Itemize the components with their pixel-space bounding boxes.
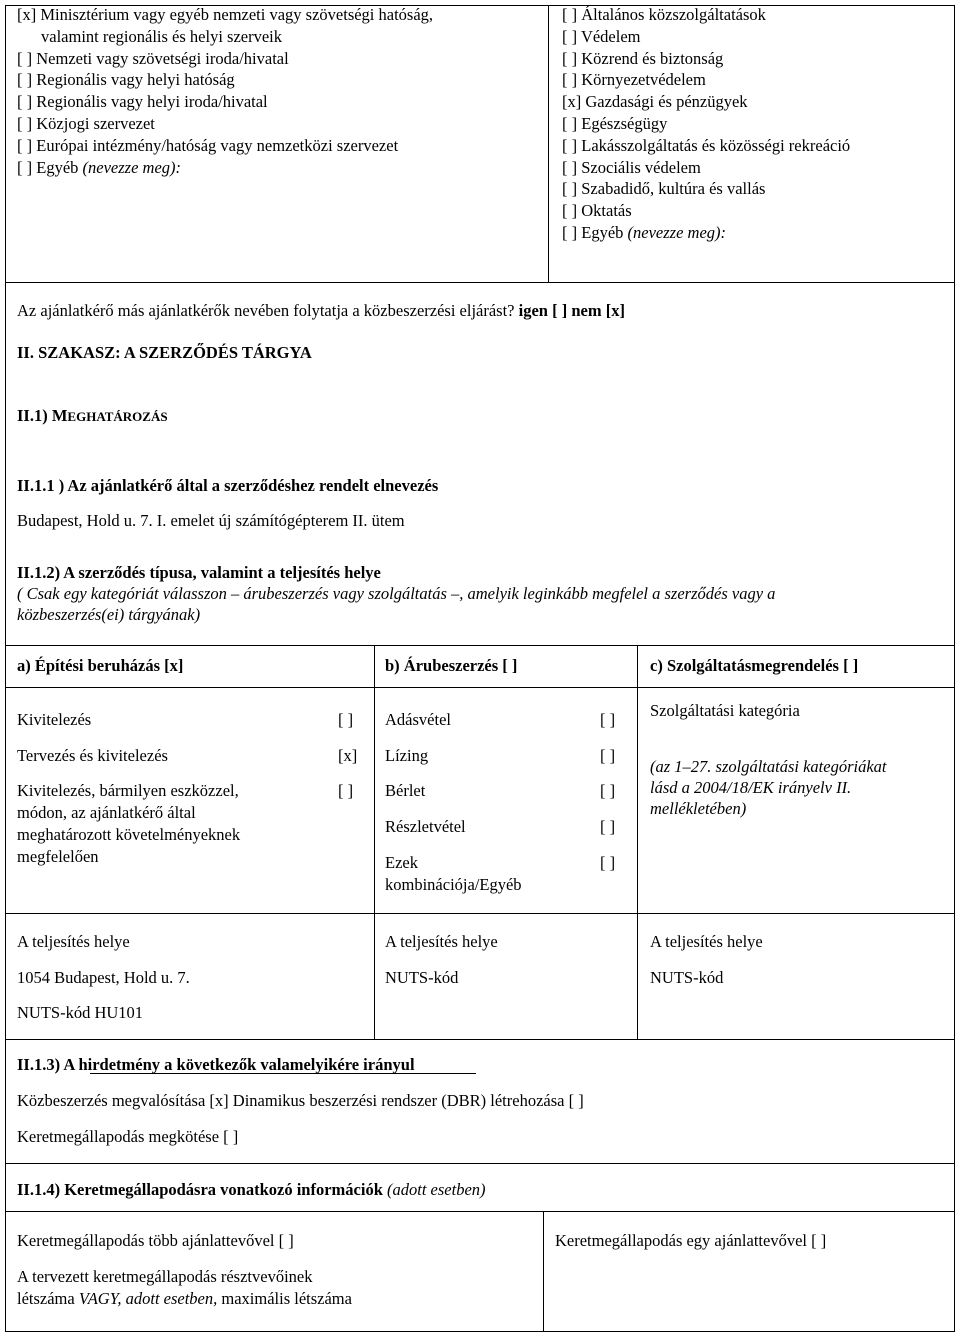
contract-type-note: közbeszerzés(ei) tárgyának) xyxy=(17,605,201,624)
option-label: [ ] Egyéb xyxy=(17,157,79,177)
works-option-mark: [x] xyxy=(338,746,358,765)
supplies-option-mark: [ ] xyxy=(600,781,616,800)
authority-type-option: [ ] Regionális vagy helyi iroda/hivatal xyxy=(17,92,268,112)
activity-option: [ ] Szociális védelem xyxy=(562,157,701,177)
supplies-option-mark: [ ] xyxy=(600,817,616,836)
works-option-label: Tervezés és kivitelezés xyxy=(17,746,168,765)
service-category-label: Szolgáltatási kategória xyxy=(650,701,800,720)
behalf-question: Az ajánlatkérő más ajánlatkérők nevében folytatja a közbeszerzési eljárást? xyxy=(17,301,515,320)
activity-list xyxy=(562,4,850,244)
authority-type-option: [ ] Európai intézmény/hatóság vagy nemzetközi szervezet xyxy=(17,135,399,155)
works-option-label: Kivitelezés, bármilyen eszközzel, xyxy=(17,781,239,800)
activity-option: [ ] Környezetvédelem xyxy=(562,70,706,90)
behalf-question-row xyxy=(17,300,625,322)
activity-option: [ ] Lakásszolgáltatás és közösségi rekreáció xyxy=(562,135,851,155)
works-option-label: Kivitelezés xyxy=(17,710,92,729)
supplies-option-label: Adásvétel xyxy=(385,710,451,729)
type-services: c) Szolgáltatásmegrendelés [ ] xyxy=(650,656,859,675)
frame-line xyxy=(5,913,955,914)
supplies-option-label: Ezek xyxy=(385,853,418,872)
notice-subject-options: Közbeszerzés megvalósítása [x] Dinamikus beszerzési rendszer (DBR) létrehozása [ ] xyxy=(17,1091,584,1110)
definition-heading-a: II.1) M xyxy=(17,406,68,425)
works-option-label-cont: megfelelően xyxy=(17,847,99,866)
authority-type-option: [ ] Regionális vagy helyi hatóság xyxy=(17,70,235,90)
supplies-option-mark: [ ] xyxy=(600,710,616,729)
frame-line xyxy=(5,5,6,1331)
supplies-option-mark: [ ] xyxy=(600,853,616,872)
authority-type-option: [ ] Közjogi szervezet xyxy=(17,113,155,133)
frame-line xyxy=(5,1211,955,1212)
activity-option: [ ] Közrend és biztonság xyxy=(562,48,724,68)
place-label: A teljesítés helye xyxy=(385,932,498,951)
notice-subject-options: Keretmegállapodás megkötése [ ] xyxy=(17,1127,239,1146)
frame-line xyxy=(5,1039,955,1040)
frame-line xyxy=(5,282,955,283)
frame-line xyxy=(954,5,955,1331)
option-label: [ ] Egyéb xyxy=(562,222,624,242)
section-title: II. SZAKASZ: A SZERZŐDÉS TÁRGYA xyxy=(17,343,312,362)
works-option-mark: [ ] xyxy=(338,710,354,729)
place-nuts-code: NUTS-kód xyxy=(385,968,459,987)
service-category-note: mellékletében) xyxy=(650,799,747,818)
behalf-answer: igen [ ] nem [x] xyxy=(518,301,625,320)
frame-line xyxy=(5,645,955,646)
service-category-note: (az 1–27. szolgáltatási kategóriákat xyxy=(650,757,887,776)
works-option-label-cont: meghatározott követelményeknek xyxy=(17,825,241,844)
framework-participants-label: A tervezett keretmegállapodás résztvevőinek xyxy=(17,1267,313,1286)
contract-type-heading: II.1.2) A szerződés típusa, valamint a teljesítés helye xyxy=(17,563,381,582)
framework-multi-option: Keretmegállapodás több ajánlattevővel [ ] xyxy=(17,1231,294,1250)
heading-underline xyxy=(90,1073,476,1074)
activity-option: [ ] Szabadidő, kultúra és vallás xyxy=(562,179,766,199)
activity-option: [x] Gazdasági és pénzügyek xyxy=(562,92,748,112)
supplies-option-mark: [ ] xyxy=(600,746,616,765)
place-nuts-code: NUTS-kód xyxy=(650,968,724,987)
framework-heading: II.1.4) Keretmegállapodásra vonatkozó információk xyxy=(17,1180,383,1199)
authority-type-list xyxy=(17,4,433,178)
service-category-note: lásd a 2004/18/EK irányelv II. xyxy=(650,778,852,797)
authority-type-option: valamint regionális és helyi szerveik xyxy=(41,26,283,46)
authority-type-option: [x] Minisztérium vagy egyéb nemzeti vagy szövetségi hatóság, xyxy=(17,5,434,24)
place-nuts-code: NUTS-kód HU101 xyxy=(17,1003,144,1022)
place-label: A teljesítés helye xyxy=(17,932,130,951)
supplies-option-label: Részletvétel xyxy=(385,817,466,836)
framework-heading-row xyxy=(17,1179,486,1201)
activity-option xyxy=(562,222,850,244)
frame-line xyxy=(374,913,375,1039)
type-supplies: b) Árubeszerzés [ ] xyxy=(385,656,518,675)
contract-type-note: ( Csak egy kategóriát válasszon – árubeszerzés vagy szolgáltatás –, amelyik leginkább megfelel a szerződés vagy a xyxy=(17,584,776,603)
option-note: (nevezze meg): xyxy=(82,157,182,177)
framework-participants-text: maximális létszáma xyxy=(221,1289,352,1308)
framework-participants-row xyxy=(17,1288,352,1310)
supplies-option-label: Lízing xyxy=(385,746,429,765)
frame-line xyxy=(5,687,955,688)
notice-subject-number: II.1.3) xyxy=(17,1055,61,1074)
works-option-label-cont: módon, az ajánlatkérő által xyxy=(17,803,196,822)
definition-heading-b: EGHATÁROZÁS xyxy=(67,409,168,424)
authority-type-option xyxy=(17,157,433,179)
contract-name-value: Budapest, Hold u. 7. I. emelet új számítógépterem II. ütem xyxy=(17,511,405,530)
activity-option: [ ] Általános közszolgáltatások xyxy=(562,5,766,24)
supplies-option-label-cont: kombinációja/Egyéb xyxy=(385,875,522,894)
frame-line xyxy=(637,645,638,913)
frame-line xyxy=(374,645,375,913)
place-label: A teljesítés helye xyxy=(650,932,763,951)
supplies-option-label: Bérlet xyxy=(385,781,426,800)
frame-line xyxy=(637,913,638,1039)
activity-option: [ ] Védelem xyxy=(562,26,641,46)
framework-participants-text: létszáma xyxy=(17,1289,75,1308)
activity-option: [ ] Oktatás xyxy=(562,201,632,221)
frame-line xyxy=(543,1211,544,1331)
framework-participants-note: VAGY, adott esetben, xyxy=(78,1289,218,1308)
frame-line xyxy=(5,1331,955,1332)
activity-option: [ ] Egészségügy xyxy=(562,113,668,133)
option-note: (nevezze meg): xyxy=(627,222,727,242)
definition-heading xyxy=(17,405,168,428)
framework-single-option: Keretmegállapodás egy ajánlattevővel [ ] xyxy=(555,1231,827,1250)
framework-heading-note: (adott esetben) xyxy=(387,1180,486,1199)
contract-name-heading: II.1.1 ) Az ajánlatkérő által a szerződéshez rendelt elnevezés xyxy=(17,476,439,495)
type-works: a) Építési beruházás [x] xyxy=(17,656,184,675)
works-option-mark: [ ] xyxy=(338,781,354,800)
place-address: 1054 Budapest, Hold u. 7. xyxy=(17,968,190,987)
notice-subject-title: A hirdetmény a következők valamelyikére irányul xyxy=(63,1055,415,1074)
frame-line xyxy=(548,5,549,282)
authority-type-option: [ ] Nemzeti vagy szövetségi iroda/hivatal xyxy=(17,48,289,68)
frame-line xyxy=(5,1163,955,1164)
